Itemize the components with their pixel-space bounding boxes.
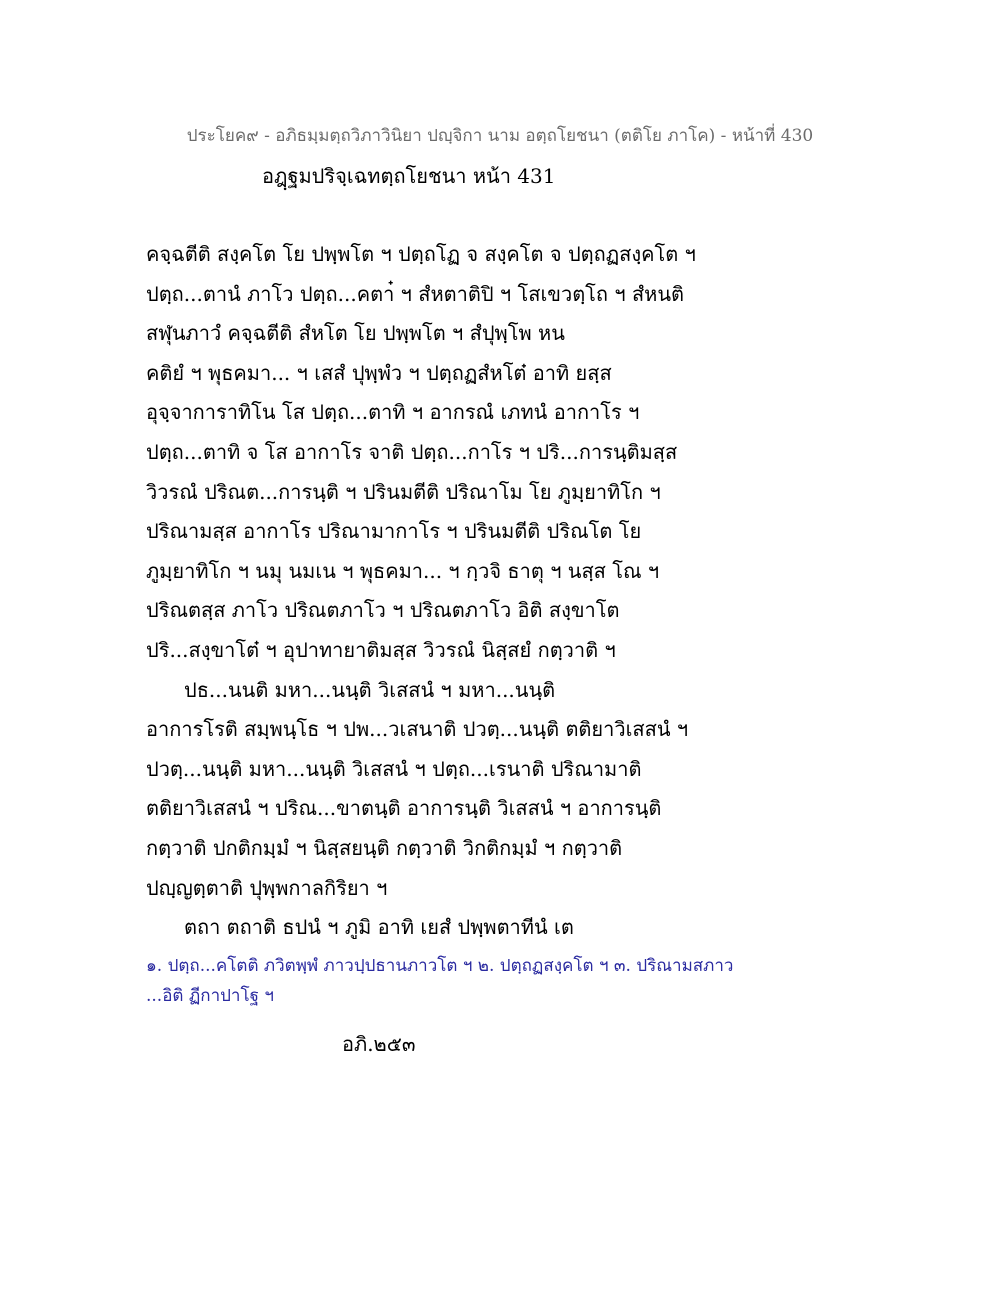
text-line: สฬุนภาวํ คจฺฉตีติ สํหโต โย ปพฺพโต ฯ สํปุพฺโพ หน bbox=[146, 321, 565, 346]
body-text bbox=[146, 238, 866, 951]
text-line: ปริณามสฺส อากาโร ปริณามากาโร ฯ ปรินมตีติ ปริณโต โย bbox=[146, 519, 642, 544]
text-line: ปญฺญตฺตาติ ปุพฺพกาลกิริยา ฯ bbox=[146, 875, 388, 900]
text-line: คติยํ ฯ พุธคมา... ฯ เสสํ ปุพฺพํว ฯ ปตฺถฏสํหโต๋ อาทิ ยสฺส bbox=[146, 360, 612, 385]
text-line: ปธ...นนติ มหา...นนฺติ วิเสสนํ ฯ มหา...นนฺติ bbox=[184, 677, 556, 702]
text-line: วิวรณํ ปริณต...การนฺติ ฯ ปรินมตีติ ปริณาโม โย ภูมฺยาทิโก ฯ bbox=[146, 479, 661, 504]
text-line: ปวตฺ...นนฺติ มหา...นนฺติ วิเสสนํ ฯ ปตฺถ...เรนาติ ปริณามาติ bbox=[146, 756, 642, 781]
text-line: อุจฺจาการาทิโน โส ปตฺถ...ตาทิ ฯ อากรณํ เภทนํ อากาโร ฯ bbox=[146, 400, 640, 425]
text-line: ตถา ตถาติ ธปนํ ฯ ภูมิ อาทิ เยสํ ปพฺพตาทีนํ เต bbox=[184, 915, 574, 940]
text-line: ปริณตสฺส ภาโว ปริณตภาโว ฯ ปริณตภาโว อิติ สงฺขาโต bbox=[146, 598, 620, 623]
text-line: ปตฺถ...ตาทิ จ โส อากาโร จาติ ปตฺถ...กาโร ฯ ปริ...การนฺติมสฺส bbox=[146, 439, 678, 464]
footnote-line: ๑. ปตฺถ...คโตติ ภวิตพฺพํ ภาวปฺปธานภาวโต ฯ ๒. ปตฺถฏสงฺคโต ฯ ๓. ปริณามสภาว bbox=[146, 956, 734, 976]
page-code: อภิ.๒๕๓ bbox=[342, 1032, 416, 1056]
section-title: อฎฺฐมปริจฺเฉทตฺถโยชนา หน้า 431 bbox=[262, 164, 556, 188]
text-line: ภูมฺยาทิโก ฯ นมุ นมเน ฯ พุธคมา... ฯ กฺวจิ ธาตุ ฯ นสฺส โณ ฯ bbox=[146, 558, 660, 583]
footnotes bbox=[146, 952, 866, 1012]
footnote-line: ...อิติ ฏีกาปาโฐ ฯ bbox=[146, 986, 274, 1006]
text-line: คจฺฉตีติ สงฺคโต โย ปพฺพโต ฯ ปตฺถโฏ จ สงฺคโต จ ปตฺถฏสงฺคโต ฯ bbox=[146, 242, 696, 266]
text-line: กตฺวาติ ปกติกมฺมํ ฯ นิสฺสยนฺติ กตฺวาติ วิกติกมฺมํ ฯ กตฺวาติ bbox=[146, 835, 623, 860]
text-line: ปริ...สงฺขาโต๋ ฯ อุปาทายาติมสฺส วิวรณํ นิสฺสยํ กตฺวาติ ฯ bbox=[146, 637, 616, 662]
text-line: อาการโรติ สมฺพนฺโธ ฯ ปพ...วเสนาติ ปวตฺ...นนฺติ ตติยาวิเสสนํ ฯ bbox=[146, 717, 689, 742]
text-line: ตติยาวิเสสนํ ฯ ปริณ...ขาตนฺติ อาการนฺติ วิเสสนํ ฯ อาการนฺติ bbox=[146, 796, 662, 821]
page-header: ประโยค๙ - อภิธมฺมตฺถวิภาวินิยา ปญฺจิกา นาม อตฺถโยชนา (ตติโย ภาโค) - หน้าที่ 430 bbox=[186, 126, 814, 146]
text-line: ปตฺถ...ตานํ ภาโว ปตฺถ...คตา๋ ฯ สํหตาติปิ ฯ โสเขวตฺโถ ฯ สํหนติ bbox=[146, 281, 685, 306]
